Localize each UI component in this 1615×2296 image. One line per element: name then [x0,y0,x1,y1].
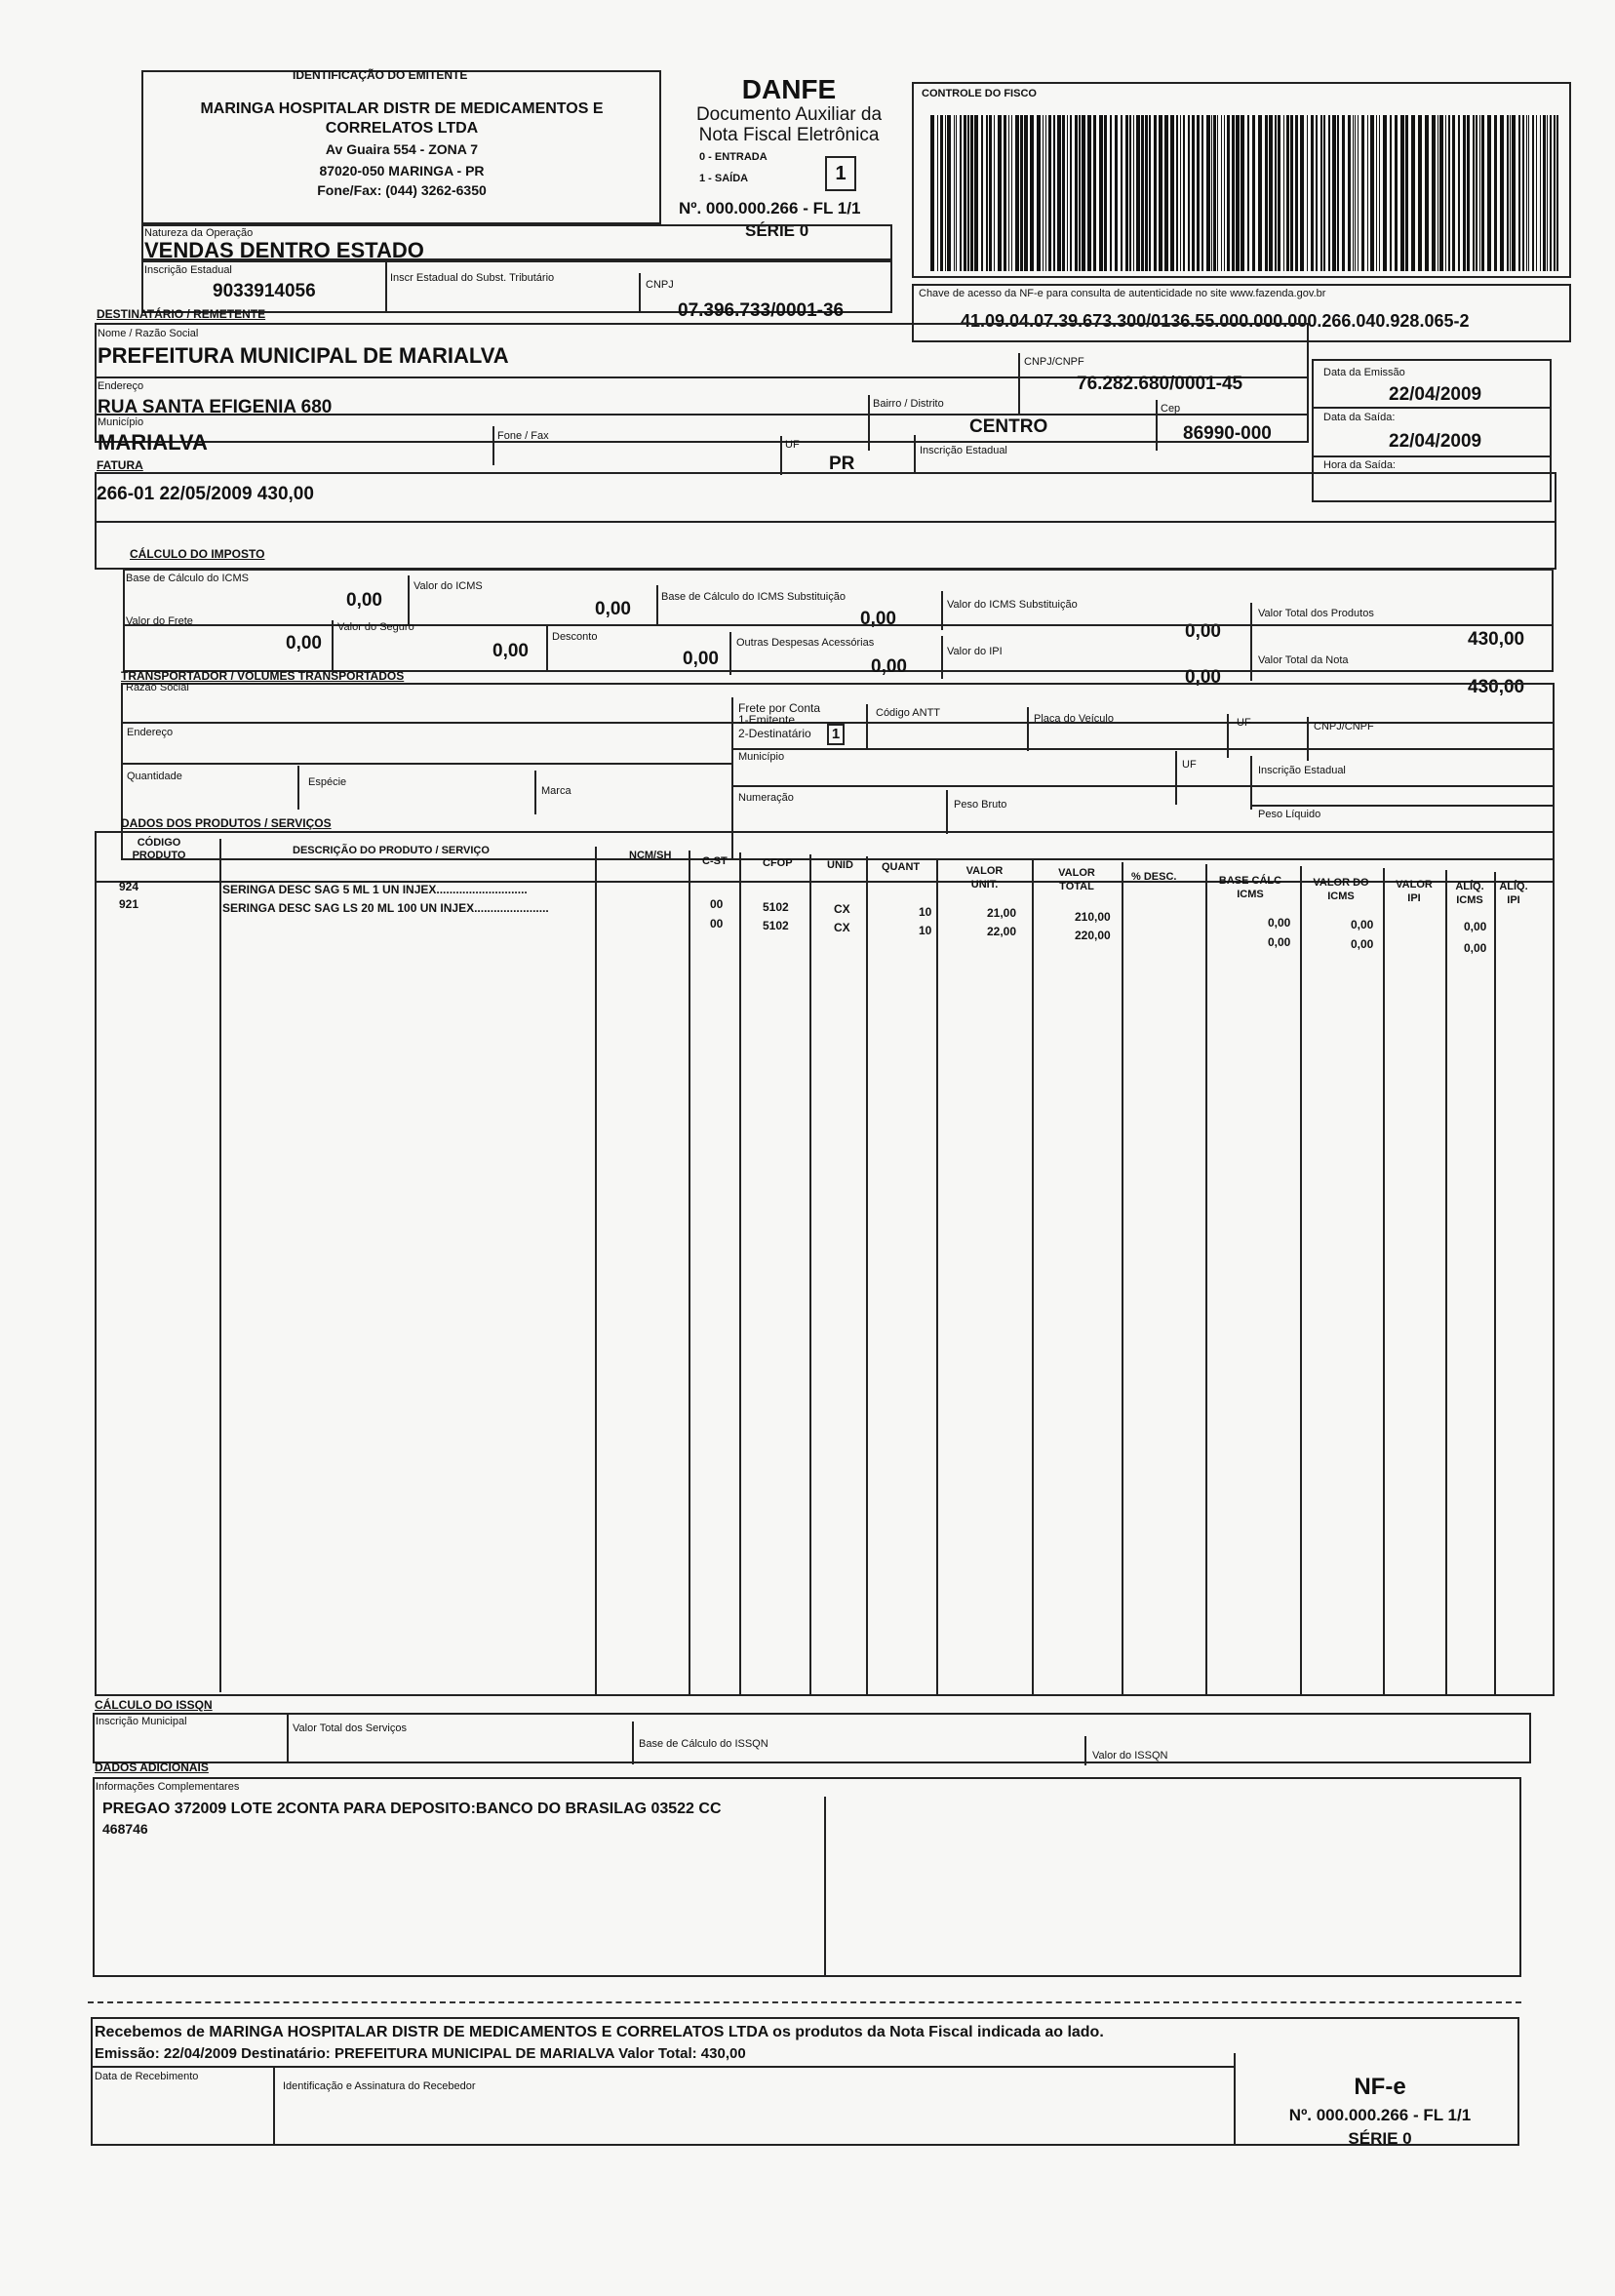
base-icms-label: Base de Cálculo do ICMS [126,573,249,584]
trans-uf-label: UF [1237,717,1251,729]
row1-codigo: 924 [119,880,139,893]
row2-cfop: 5102 [763,919,789,932]
saida-value: 22/04/2009 [1389,431,1482,452]
chave-label: Chave de acesso da NF-e para consulta de autenticidade no site www.fazenda.gov.br [919,288,1326,299]
transportador-section-label: TRANSPORTADOR / VOLUMES TRANSPORTADOS [121,669,405,683]
emissao-label: Data da Emissão [1323,367,1405,378]
danfe-serie: SÉRIE 0 [745,221,809,240]
trans-ie-label: Inscrição Estadual [1258,765,1346,776]
col-vtotal-label: VALOR TOTAL [1058,867,1095,893]
danfe-type-value: 1 [835,163,847,184]
emitente-name-line1: MARINGA HOSPITALAR DISTR DE MEDICAMENTOS E [200,100,604,117]
canhoto-nfe: NF-e [1354,2074,1406,2100]
row2-quant: 10 [919,924,932,937]
total-produtos-value: 430,00 [1468,629,1525,650]
frete-conta-box [827,724,845,745]
razao-label: Razão Social [126,682,189,693]
trans-cnpj-label: CNPJ/CNPF [1314,721,1374,732]
danfe-subtitle2: Nota Fiscal Eletrônica [698,125,880,145]
col-ncm-label: NCM/SH [629,850,672,861]
natureza-value: VENDAS DENTRO ESTADO [144,238,424,262]
numeracao-label: Numeração [738,792,794,804]
antt-label: Código ANTT [876,707,941,719]
seguro-label: Valor do Seguro [337,621,414,633]
base-subst-value: 0,00 [860,609,896,629]
produtos-section-label: DADOS DOS PRODUTOS / SERVIÇOS [121,816,332,830]
dest-cnpj-label: CNPJ/CNPF [1024,356,1084,368]
col-vunit-label: VALOR UNIT. [965,865,1004,891]
base-icms-value: 0,00 [346,590,382,611]
dest-nome-value: PREFEITURA MUNICIPAL DE MARIALVA [98,343,509,368]
barcode-image [928,115,1562,271]
uf-value: PR [829,454,855,474]
total-produtos-label: Valor Total dos Produtos [1258,608,1374,619]
canhoto-serie: SÉRIE 0 [1348,2129,1412,2148]
canhoto-line2: Emissão: 22/04/2009 Destinatário: PREFEITURA MUNICIPAL DE MARIALVA Valor Total: 430,00 [95,2045,746,2062]
row1-base: 0,00 [1268,916,1291,930]
fatura-value: 266-01 22/05/2009 430,00 [97,484,314,504]
col-base-label: BASE CÁLC ICMS [1218,875,1282,901]
emissao-value: 22/04/2009 [1389,384,1482,405]
emitente-address: Av Guaira 554 - ZONA 7 [325,141,479,157]
uf-label: UF [785,439,800,451]
especie-label: Espécie [308,776,347,788]
danfe-subtitle1: Documento Auxiliar da [695,104,883,125]
assinatura-label: Identificação e Assinatura do Recebedor [283,2080,476,2092]
issqn-box [93,1713,1531,1763]
dest-nome-label: Nome / Razão Social [98,328,199,339]
row2-cst: 00 [710,917,724,930]
row2-descricao: SERINGA DESC SAG LS 20 ML 100 UN INJEX....................... [222,901,549,915]
desconto-label: Desconto [552,631,598,643]
trans-endereco-label: Endereço [127,727,174,738]
danfe-title: DANFE [741,74,837,104]
canhoto-number: Nº. 000.000.266 - FL 1/1 [1288,2106,1472,2124]
row2-vunit: 22,00 [987,925,1017,938]
natureza-label: Natureza da Operação [144,227,254,239]
row1-cfop: 5102 [763,900,789,914]
col-quant-label: QUANT [882,861,921,873]
trans-uf2-label: UF [1182,759,1197,771]
saida-label: Data da Saída: [1323,412,1396,423]
imposto-box [95,521,1556,570]
valor-icms-label: Valor do ICMS [414,580,483,592]
frete-conta-line2: 1-Emitente [738,713,796,727]
valor-icms-value: 0,00 [595,599,631,619]
col-descricao-label: DESCRIÇÃO DO PRODUTO / SERVIÇO [293,845,490,856]
row2-vtotal: 220,00 [1075,929,1111,942]
seguro-value: 0,00 [492,641,529,661]
outras-label: Outras Despesas Acessórias [736,637,875,649]
dest-cnpj-value: 76.282.680/0001-45 [1077,374,1243,394]
info-line2: 468746 [102,1821,148,1837]
frete-value: 0,00 [286,633,322,653]
danfe-entrada: 0 - ENTRADA [699,151,768,163]
issqn-section-label: CÁLCULO DO ISSQN [95,1698,213,1712]
row1-quant: 10 [919,905,932,919]
row1-vicms: 0,00 [1351,918,1374,931]
data-recebimento-label: Data de Recebimento [95,2071,199,2082]
ie-label: Inscrição Estadual [144,264,232,276]
col-unid-label: UNID [827,859,853,871]
base-issqn-label: Base de Cálculo do ISSQN [639,1738,768,1750]
adicionais-section-label: DADOS ADICIONAIS [95,1761,209,1774]
cut-line [88,2001,1521,2003]
danfe-saida: 1 - SAÍDA [699,173,749,184]
outras-value: 0,00 [871,656,907,677]
row2-vicms: 0,00 [1351,937,1374,951]
emitente-phone: Fone/Fax: (044) 3262-6350 [317,182,487,198]
row1-descricao: SERINGA DESC SAG 5 ML 1 UN INJEX............................ [222,883,528,896]
col-vicms-label: VALOR DO ICMS [1313,877,1369,903]
col-cfop-label: CFOP [763,857,793,869]
inscricao-municipal-label: Inscrição Municipal [96,1716,187,1727]
marca-label: Marca [541,785,571,797]
row2-codigo: 921 [119,897,139,911]
municipio-value: MARIALVA [98,430,208,455]
cnpj-value: 07.396.733/0001-36 [678,300,845,321]
canhoto-line1: Recebemos de MARINGA HOSPITALAR DISTR DE MEDICAMENTOS E CORRELATOS LTDA os produtos da Nota Fiscal indicada ao lado. [95,2024,1104,2040]
row1-cst: 00 [710,897,724,911]
row2-aicms: 0,00 [1464,941,1487,955]
emitente-city: 87020-050 MARINGA - PR [319,163,485,178]
municipio-label: Município [98,416,144,428]
fone-label: Fone / Fax [497,430,549,442]
frete-conta-line1: Frete por Conta [738,701,821,715]
chave-value: 41.09.04.07.39.673.300/0136.55.000.000.000.266.040.928.065-2 [961,311,1470,331]
row1-vtotal: 210,00 [1075,910,1111,924]
dest-endereco-value: RUA SANTA EFIGENIA 680 [98,397,333,417]
valor-issqn-label: Valor do ISSQN [1092,1750,1168,1762]
ipi-value: 0,00 [1185,667,1221,688]
quantidade-label: Quantidade [127,771,182,782]
col-aipi-label: ALÍQ. IPI [1499,881,1528,907]
ie-value: 9033914056 [213,281,316,301]
dest-endereco-label: Endereço [98,380,144,392]
emitente-name-line2: CORRELATOS LTDA [325,120,479,137]
dest-ie-label: Inscrição Estadual [920,445,1007,456]
base-subst-label: Base de Cálculo do ICMS Substituição [661,591,846,603]
col-vipi-label: VALOR IPI [1396,879,1433,905]
peso-liquido-label: Peso Líquido [1258,809,1321,820]
row1-vunit: 21,00 [987,906,1017,920]
danfe-type-box [825,156,856,191]
row2-unid: CX [834,921,850,934]
total-nota-label: Valor Total da Nota [1258,654,1349,666]
cep-label: Cep [1161,403,1181,415]
col-cst-label: C-ST [702,855,728,867]
frete-label: Valor do Frete [126,615,193,627]
col-desc-label: % DESC. [1131,871,1177,883]
frete-conta-value: 1 [831,726,841,742]
trans-municipio-label: Município [738,751,785,763]
cep-value: 86990-000 [1183,423,1272,444]
bairro-label: Bairro / Distrito [873,398,944,410]
ipi-label: Valor do IPI [947,646,1003,657]
produtos-box [95,831,1555,1696]
destinatario-section-label: DESTINATÁRIO / REMETENTE [97,307,266,321]
fisco-label: CONTROLE DO FISCO [922,88,1037,99]
valor-subst-value: 0,00 [1185,621,1221,642]
total-nota-value: 430,00 [1468,677,1525,697]
cnpj-label: CNPJ [646,279,674,291]
emitente-section-label: IDENTIFICAÇÃO DO EMITENTE [293,68,468,82]
info-complementares-label: Informações Complementares [96,1781,240,1793]
valor-subst-label: Valor do ICMS Substituição [947,599,1078,611]
row1-aicms: 0,00 [1464,920,1487,933]
ie-subst-label: Inscr Estadual do Subst. Tributário [390,272,555,284]
info-line1: PREGAO 372009 LOTE 2CONTA PARA DEPOSITO:BANCO DO BRASILAG 03522 CC [102,1801,722,1817]
row1-unid: CX [834,902,850,916]
hora-label: Hora da Saída: [1323,459,1396,471]
total-servicos-label: Valor Total dos Serviços [293,1722,407,1734]
fatura-label: FATURA [97,458,143,472]
col-codigo-label: CÓDIGO PRODUTO [132,837,186,862]
frete-conta-line3: 2-Destinatário [738,727,811,740]
imposto-section-label: CÁLCULO DO IMPOSTO [130,547,265,561]
peso-bruto-label: Peso Bruto [954,799,1007,811]
desconto-value: 0,00 [683,649,719,669]
col-aicms-label: ALÍQ. ICMS [1455,881,1484,907]
row2-base: 0,00 [1268,935,1291,949]
placa-label: Placa do Veículo [1034,713,1114,725]
danfe-number: Nº. 000.000.266 - FL 1/1 [679,199,861,218]
bairro-value: CENTRO [969,416,1048,437]
